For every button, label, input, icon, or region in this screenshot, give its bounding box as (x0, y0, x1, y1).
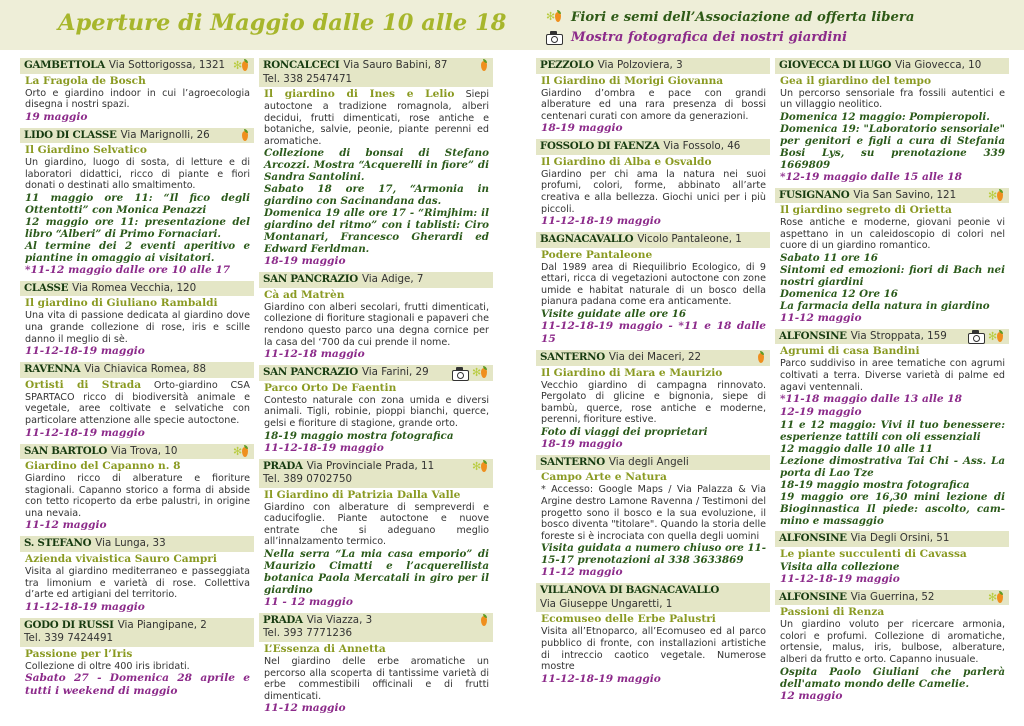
seed-icon (749, 351, 766, 365)
description: Una vita di passione dedicata al giardino dove una grande collezione di rose, iris e scille danno il meglio di sè. (25, 310, 250, 345)
event-text: Domenica 19: "Laboratorio sensoriale" per genitori e figli a cura di Stefania Bosi Lys, su prenotazione 339 1669809 (780, 122, 1005, 171)
garden-name: Il Giardino di Morigi Giovanna (541, 74, 724, 87)
entry-icons (472, 614, 489, 628)
entry-header (259, 459, 493, 488)
entry-body (259, 488, 493, 611)
address: Via Adige, 7 (361, 273, 424, 286)
dates: 11-12 maggio (541, 566, 623, 579)
entry-icons (988, 189, 1005, 203)
garden-name: Passioni di Renza (780, 606, 885, 619)
entry-body (536, 74, 770, 138)
address: Via Sauro Babini, 87 (343, 59, 448, 71)
entry-header (20, 281, 254, 297)
event-text: 19 maggio ore 16,30 mini lezione di Bioginnastica Il piede: ascolto, cam-mino e massaggio (780, 491, 1005, 528)
event-text: Al termine dei 2 eventi aperitivo e piantine in omaggio ai visitatori. (25, 239, 250, 264)
event-text: 18-19 maggio mostra fotografica (780, 479, 970, 492)
event-text: Nella serra “La mia casa emporio” di Maurizio Cimatti e l’acquerellista botanica Paola Mercatali in giro per il giardino (264, 547, 489, 596)
dates: 18-19 maggio (541, 122, 623, 135)
seeds-icon: ✻ (546, 10, 563, 24)
garden-entry (536, 583, 770, 687)
town-name: CLASSE (24, 281, 69, 294)
seed-icon (233, 129, 250, 143)
garden-entry (536, 58, 770, 137)
garden-entry (536, 139, 770, 230)
dates: 11-12-18-19 maggio (264, 441, 384, 454)
column-3 (536, 58, 770, 690)
description: Giardino per chi ama la natura nei suoi profumi, colori, forme, abbinato all’arte creativa e alla bellezza. Giochi unici per i più piccoli. (541, 168, 766, 215)
entry-icons (472, 460, 489, 474)
entry-body (20, 143, 254, 279)
address: Via Polzoviera, 3 (597, 59, 683, 71)
entry-icons (233, 445, 250, 459)
phone: Tel. 389 0702750 (263, 473, 353, 486)
entry-body (536, 366, 770, 453)
entry-body (775, 547, 1009, 588)
description: Giardino con alberi secolari, frutti dimenticati, collezione di fioriture stagionali e papaveri che rendono questo parco una degna cornice per la casa del ‘700 da cui prende il nome. (264, 301, 489, 348)
entry-body (775, 605, 1009, 704)
town-name: SAN BARTOLO (24, 444, 108, 457)
description: Vecchio giardino di campagna rinnovato. Pergolato di glicine e bignonia, siepe di bambù, querce, rose antiche e moderne, perenni, fioriture estive. (541, 379, 766, 426)
description: Dal 1989 area di Riequilibrio Ecologico, di 9 ettari, ricca di vegetazioni autoctone con zone umide e habitat naturale di un bosco della pianura padana come era anticamente. (541, 261, 766, 308)
description: Giardino ricco di alberature e fioriture stagionali. Capanno storico a forma di abside con tetto ricoperto da erbe palustri, in origine una nevaia. (25, 473, 250, 519)
dates: 11-12-18-19 maggio (25, 426, 145, 439)
address: Via Romea Vecchia, 120 (72, 281, 197, 294)
seed-icon (472, 614, 489, 628)
garden-name: Podere Pantaleone (541, 248, 653, 261)
phone: Via Giuseppe Ungaretti, 1 (540, 597, 673, 610)
seed-icon (472, 59, 489, 73)
description: Parco suddiviso in aree tematiche con agrumi coltivati a terra. Diverse varietà di palme ed agavi ventennali. (780, 358, 1005, 393)
address: Via Chiavica Romea, 88 (84, 363, 207, 376)
garden-name: La Fragola de Bosch (25, 74, 146, 87)
garden-entry (775, 58, 1009, 186)
event-text: Visita guidata a numero chiuso ore 11-15-17 prenotazioni al 338 3633869 (541, 542, 766, 567)
description: Giardino con alberature di sempreverdi e caducifoglie. Piante autoctone e nuove entrate che si adeguano meglio all’innalzamento termico. (264, 501, 489, 548)
garden-entry (536, 232, 770, 348)
entry-body (259, 642, 493, 717)
town-name: ALFONSINE (779, 329, 847, 342)
entry-header (536, 139, 770, 155)
event-text: Collezione di bonsai di Stefano Arcozzi. Mostra “Acquerelli in fiore” di Sandra Santolini. (264, 147, 489, 184)
entry-body (775, 203, 1009, 327)
address: Via Farini, 29 (361, 366, 429, 379)
entry-header (20, 128, 254, 144)
seeds-icon: ✻ (988, 330, 1005, 344)
town-name: SANTERNO (540, 351, 605, 364)
dates: 11-12 maggio (264, 702, 346, 715)
seeds-icon: ✻ (988, 591, 1005, 605)
address: Via Piangipane, 2 (117, 618, 207, 631)
entry-header (20, 362, 254, 378)
garden-entry (20, 58, 254, 126)
town-name: PRADA (263, 613, 303, 626)
entry-icons (968, 330, 1005, 344)
event-text: Domenica 12 Ore 16 (780, 287, 898, 300)
garden-entry (775, 329, 1009, 529)
dates: 11-12-18-19 maggio - *11 e 18 dalle 15 (541, 320, 766, 346)
entry-header (536, 350, 770, 366)
address: Via Stroppata, 159 (850, 329, 947, 342)
event-text: 11 e 12 maggio: Vivi il tuo benessere: esperienze tattili con oli essenziali (780, 419, 1005, 444)
entry-header (20, 536, 254, 552)
entry-body (536, 470, 770, 581)
seeds-icon: ✻ (233, 445, 250, 459)
column-2 (259, 58, 493, 719)
dates: 19 maggio (25, 110, 88, 123)
town-name: RONCALCECI (263, 59, 340, 71)
garden-entry (775, 531, 1009, 588)
entry-header (536, 58, 770, 74)
garden-name: Campo Arte e Natura (541, 471, 667, 484)
garden-name: L’Essenza di Annetta (264, 642, 386, 655)
garden-entry (20, 618, 254, 701)
entry-header (259, 613, 493, 642)
town-name: RAVENNA (24, 363, 81, 376)
description: Orto e giardino indoor in cui l’agroecologia disegna i nostri spazi. (25, 87, 250, 111)
town-name: PEZZOLO (540, 59, 594, 71)
garden-entry (775, 188, 1009, 327)
entry-body (775, 344, 1009, 529)
dates: 11-12-18-19 maggio (541, 215, 661, 228)
description: Collezione di oltre 400 iris ibridati. (25, 660, 190, 672)
description: Orto-giardino CSA SPARTACO ricco di biodiversità animale e vegetale, aree coltivate e selvatiche con particolare attenzione alle specie autoctone. (25, 379, 250, 426)
garden-entry (536, 455, 770, 581)
description: Rose antiche e moderne, giovani peonie vi aspettano in un caleidoscopio di colori nel cuore di un giardino romantico. (780, 217, 1005, 252)
page-title: Aperture di Maggio dalle 10 alle 18 (58, 10, 507, 36)
phone: Tel. 393 7771236 (263, 627, 353, 640)
garden-entry (20, 536, 254, 615)
garden-entry (259, 365, 493, 456)
garden-name: Ecomuseo delle Erbe Palustri (541, 613, 716, 626)
garden-entry (775, 590, 1009, 705)
dates: 11-12-18-19 maggio (780, 572, 900, 585)
camera-icon (968, 330, 985, 343)
entry-header (536, 583, 770, 612)
entry-header (20, 58, 254, 74)
town-name: PRADA (263, 459, 303, 472)
entry-icons (988, 591, 1005, 605)
address: Via dei Maceri, 22 (608, 351, 702, 364)
address: Via Sottorigossa, 1321 (108, 59, 226, 71)
event-text: Lezione dimostrativa Tai Chi - Ass. La porta di Lao Tze (780, 455, 1005, 480)
description-block (264, 88, 489, 147)
town-name: FOSSOLO DI FAENZA (540, 140, 660, 153)
entry-icons (472, 59, 489, 73)
garden-name: Il Giardino di Mara e Maurizio (541, 366, 723, 379)
phone: Tel. 339 7424491 (24, 632, 114, 645)
entry-body (259, 87, 493, 270)
entry-header (259, 272, 493, 288)
garden-name: Passione per l’Iris (25, 647, 133, 660)
dates: *11-12 maggio dalle ore 10 alle 17 (25, 263, 231, 276)
entry-body (20, 296, 254, 360)
entry-header (259, 58, 493, 87)
garden-entry (536, 350, 770, 453)
garden-entry (20, 281, 254, 360)
entry-icons (233, 59, 250, 73)
town-name: SAN PANCRAZIO (263, 273, 358, 286)
dates: 11-12-18-19 maggio (25, 345, 145, 358)
garden-entry (259, 272, 493, 363)
column-1 (20, 58, 254, 702)
entry-header (775, 58, 1009, 74)
entry-icons (749, 351, 766, 365)
dates: 18-19 maggio (264, 255, 346, 268)
entry-body (20, 552, 254, 616)
address: Via Marignolli, 26 (120, 128, 210, 141)
entry-header (259, 365, 493, 381)
town-name: SAN PANCRAZIO (263, 366, 358, 379)
dates: Sabato 27 - Domenica 28 aprile e tutti i weekend di maggio (25, 672, 250, 698)
entry-body (536, 155, 770, 230)
town-name: SANTERNO (540, 455, 605, 468)
seeds-icon: ✻ (472, 460, 489, 474)
entry-body (259, 288, 493, 363)
event-text: Sabato 11 ore 16 (780, 251, 878, 264)
garden-name: Parco Orto De Faentin (264, 381, 397, 394)
garden-name: Le piante succulenti di Cavassa (780, 547, 967, 560)
event-text: 12 maggio ore 11: presentazione del libro “Alberi” di Primo Fornaciari. (25, 215, 250, 240)
legend-item-photo (546, 27, 914, 47)
description: * Accesso: Google Maps / Via Palazza & Via Argine destro Lamone Ravenna / Testimoni del progetto sono il bosco e la sua evoluzione, il bosco diventa "titolare". Quando la storia delle foreste si è incrociata con quella degli uomini (541, 484, 767, 542)
event-text: 18-19 maggio mostra fotografica (264, 429, 454, 442)
entry-header (775, 329, 1009, 345)
event-text: Visite guidate alle ore 16 (541, 308, 687, 321)
town-name: GAMBETTOLA (24, 59, 105, 71)
description: Siepi autoctone a tradizione romagnola, alberi decidui, frutti dimenticati, rose antiche e botaniche, salvie, peonie, piante perenni ed aromatiche. (264, 89, 489, 147)
entry-header (775, 590, 1009, 606)
garden-entry (259, 58, 493, 270)
event-text: Domenica 12 maggio: Pompieropoli. (780, 110, 990, 123)
description: Giardino d’ombra e pace con grandi alberature ed una rara presenza di bossi centenari curati con amore da generazioni. (541, 87, 766, 122)
garden-name: Giardino del Capanno n. 8 (25, 460, 181, 473)
phone: Tel. 338 2547471 (263, 72, 353, 85)
garden-name: Il Giardino Selvatico (25, 144, 147, 157)
dates: 11-12 maggio (780, 311, 862, 324)
garden-entry (20, 128, 254, 279)
entry-header (536, 455, 770, 471)
legend-text: Fiori e semi dell’Associazione ad offerta libera (571, 9, 915, 25)
garden-entry (259, 613, 493, 717)
entry-header (775, 531, 1009, 547)
camera-icon (546, 31, 563, 44)
address: Via Provinciale Prada, 11 (306, 459, 435, 472)
garden-name: Il giardino di Giuliano Rambaldi (25, 297, 218, 310)
garden-name: Il giardino di Ines e Lelio (264, 88, 455, 100)
description: Contesto naturale con zona umida e diversi animali. Tigli, robinie, pioppi bianchi, querce, gelsi e fioriture di stagione, grande orto. (264, 394, 489, 429)
description: Un giardino, luogo di sosta, di letture e di laboratori didattici, ricco di piante e fiori donati o destinati allo smaltimento. (25, 157, 250, 192)
event-text: Domenica 19 alle ore 17 - “Rimjhim: il giardino del ritmo” con i tablisti: Ciro Montanari, Francesco Gherardi ed Edward Ferldman. (264, 207, 489, 256)
seeds-icon: ✻ (988, 189, 1005, 203)
garden-name: Il Giardino di Patrizia Dalla Valle (264, 488, 461, 501)
event-text: 12 maggio dalle 10 alle 11 (780, 443, 933, 456)
event-text: 11 maggio ore 11: “Il fico degli Ottentotti” con Monica Penazzi (25, 191, 250, 216)
town-name: FUSIGNANO (779, 188, 850, 201)
town-name: BAGNACAVALLO (540, 233, 634, 246)
event-text: Visita alla collezione (780, 560, 900, 573)
dates: 11-12-18-19 maggio (25, 600, 145, 613)
event-text: Foto di viaggi dei proprietari (541, 425, 708, 438)
garden-entry (20, 362, 254, 441)
entry-body (20, 647, 254, 701)
legend-item-seeds (546, 7, 914, 27)
entry-icons (452, 366, 489, 380)
address: Via Trova, 10 (111, 444, 178, 457)
garden-name: Ortisti di Strada (25, 378, 142, 391)
dates: 11-12-18 maggio (264, 348, 365, 361)
seeds-icon: ✻ (233, 59, 250, 73)
town-name: GODO DI RUSSI (24, 618, 114, 631)
address: Via Lunga, 33 (95, 537, 166, 550)
event-text: Sintomi ed emozioni: fiori di Bach nei nostri giardini (780, 263, 1005, 288)
entry-body (20, 459, 254, 534)
garden-name: Il Giardino di Alba e Osvaldo (541, 155, 712, 168)
entry-icons (233, 129, 250, 143)
entry-header (20, 618, 254, 647)
dates: 18-19 maggio (541, 437, 623, 450)
description: Visita al giardino mediterraneo e passeggiata tra limonium e varietà di rose. Collettiva d’arte ed artigiani del territorio. (25, 565, 250, 601)
entry-header (536, 232, 770, 248)
garden-entry (20, 444, 254, 535)
entry-body (259, 381, 493, 457)
camera-icon (452, 367, 469, 380)
garden-name: Il giardino segreto di Orietta (780, 204, 952, 217)
dates: 12-19 maggio (780, 406, 862, 419)
garden-name: Azienda vivaistica Sauro Campri (25, 552, 217, 565)
garden-name: Cà ad Matrèn (264, 288, 345, 301)
address: Via Degli Orsini, 51 (850, 532, 950, 545)
address: Via Guerrina, 52 (850, 590, 935, 603)
town-name: GIOVECCA DI LUGO (779, 59, 892, 71)
entry-body (536, 612, 770, 687)
address: Via degli Angeli (608, 455, 689, 468)
column-4 (775, 58, 1009, 707)
description: Un giardino voluto per ricercare armonia, colori e profumi. Collezione di aromatiche, ortensie, malus, iris, bulbose, alberature, alberi da frutto e orto. Capanno inusuale. (780, 619, 1005, 666)
address: Via Viazza, 3 (306, 613, 373, 626)
garden-name: Gea il giardino del tempo (780, 74, 932, 87)
description: Un percorso sensoriale fra fossili autentici e un villaggio neolitico. (780, 87, 1005, 111)
dates: 11-12 maggio (25, 519, 107, 532)
address: Via Fossolo, 46 (663, 140, 741, 153)
event-text: Ospita Paolo Giuliani che parlerà dell'amato mondo delle Camelie. (780, 665, 1005, 690)
address: Vicolo Pantaleone, 1 (637, 233, 742, 246)
seeds-icon: ✻ (472, 366, 489, 380)
description-block (25, 379, 250, 427)
town-name: LIDO DI CLASSE (24, 128, 117, 141)
town-name: S. STEFANO (24, 537, 92, 550)
entry-body (775, 74, 1009, 186)
dates: 11 - 12 maggio (264, 595, 353, 608)
town-name: VILLANOVA DI BAGNACAVALLO (540, 584, 720, 597)
event-text: Sabato 18 ore 17, “Armonia in giardino con Sacinandana das. (264, 183, 489, 208)
garden-entry (259, 459, 493, 611)
town-name: ALFONSINE (779, 532, 847, 545)
entry-body (20, 378, 254, 442)
garden-name: Agrumi di casa Bandini (780, 345, 920, 358)
town-name: ALFONSINE (779, 590, 847, 603)
dates: *11-18 maggio dalle 13 alle 18 (780, 393, 963, 406)
legend (546, 7, 914, 47)
entry-body (536, 248, 770, 348)
event-text: La farmacia della natura in giardino (780, 299, 990, 312)
dates: *12-19 maggio dalle 15 alle 18 (780, 170, 963, 183)
address: Via Giovecca, 10 (895, 59, 982, 71)
description: Visita all’Etnoparco, all’Ecomuseo ed al parco pubblico di fronte, con installazioni artistiche di intreccio caotico vegetale. Numerose mostre (541, 626, 766, 673)
entry-header (775, 188, 1009, 204)
entry-body (20, 74, 254, 126)
address: Via San Savino, 121 (853, 188, 957, 201)
legend-text: Mostra fotografica dei nostri giardini (571, 29, 848, 45)
dates: 11-12-18-19 maggio (541, 672, 661, 685)
dates: 12 maggio (780, 689, 843, 702)
entry-header (20, 444, 254, 460)
description: Nel giardino delle erbe aromatiche un percorso alla scoperta di tantissime varietà di erbe commestibili officinali e di frutti dimenticati. (264, 655, 489, 702)
